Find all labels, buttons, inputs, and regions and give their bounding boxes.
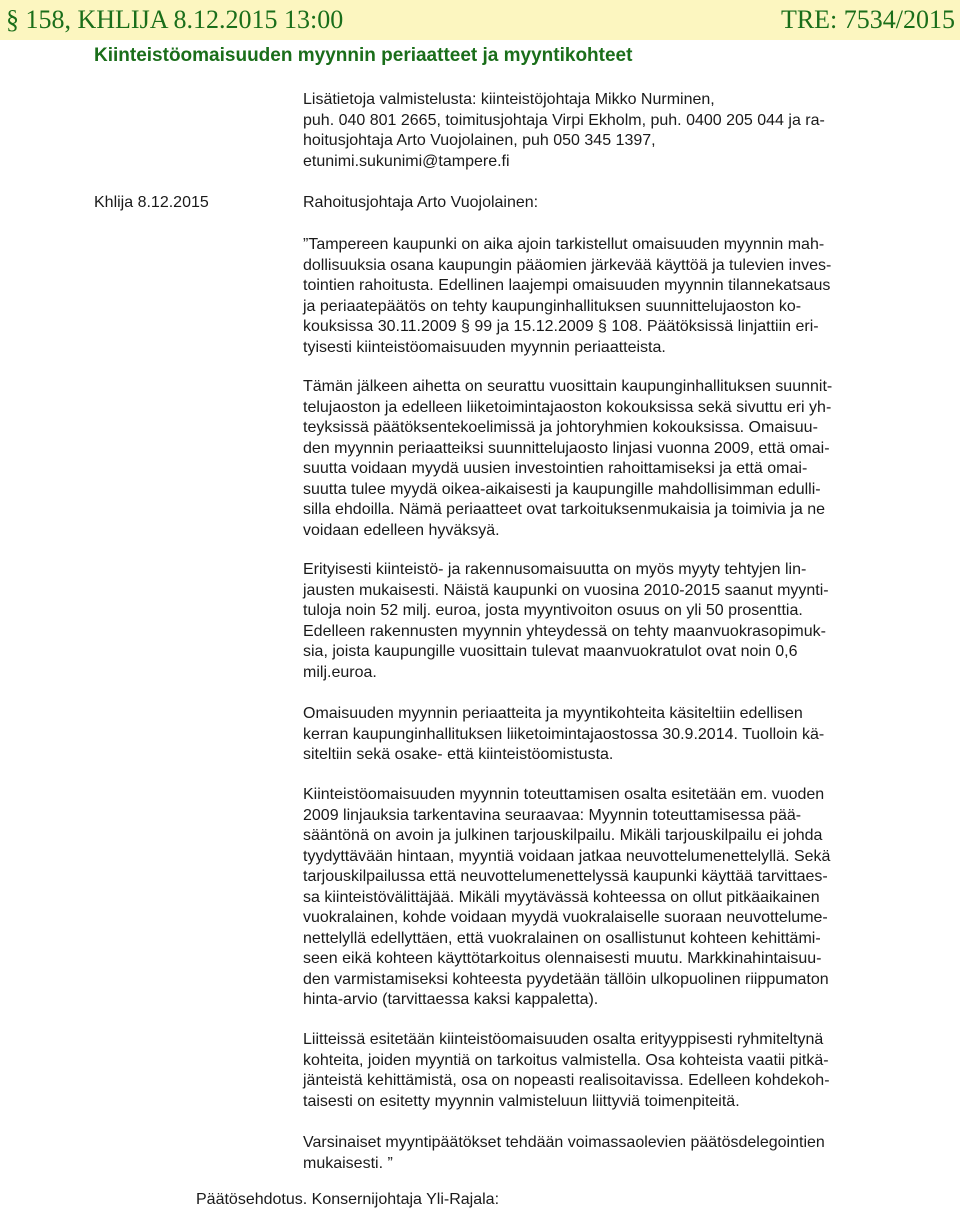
text-line: puh. 040 801 2665, toimitusjohtaja Virpi Ekholm, puh. 0400 205 044 ja ra- [303, 111, 825, 129]
text-line: den varmistamiseksi kohteesta pyydetään tällöin ulkopuolinen riippumaton [303, 970, 829, 988]
text-line: jänteistä kehittämistä, osa on nopeasti realisoitavissa. Edelleen kohdekoh- [303, 1072, 830, 1089]
text-line: teyksissä päätöksentekoelimissä ja johtoryhmien kokouksissa. Omaisuu- [303, 419, 818, 436]
text-line: tyydyttävään hintaan, myyntiä voidaan jatkaa neuvottelumenettelyllä. Sekä [303, 847, 831, 865]
text-line: telujaoston ja edelleen liiketoimintajaoston kokouksissa sekä sivuttu eri yh- [303, 398, 832, 416]
text-line: sääntönä on avoin ja julkinen tarjouskilpailu. Mikäli tarjouskilpailu ei johda [303, 827, 823, 844]
text-line: Edelleen rakennusten myynnin yhteydessä on tehty maanvuokrasopimuk- [303, 622, 826, 640]
text-line: milj.euroa. [303, 663, 377, 681]
record-number: TRE: 7534/2015 [780, 5, 955, 34]
text-line: 2009 linjauksia tarkentavina seuraavaa: Myynnin toteuttamisessa pää- [303, 806, 802, 824]
text-line: ja periaatepäätös on tehty kaupunginhallituksen suunnittelujaoston ko- [303, 297, 802, 315]
text-line: sa kiinteistövälittäjää. Mikäli myytävässä kohteessa on ollut pitkäaikainen [303, 888, 820, 906]
text-line: suutta tulee myydä oikea-aikaisesti ja kaupungille mahdollisimman edulli- [303, 480, 821, 498]
text-line: Tämän jälkeen aihetta on seurattu vuosittain kaupunginhallituksen suunnit- [303, 378, 833, 395]
text-line: siteltiin sekä osake- että kiinteistöomistusta. [303, 746, 614, 763]
text-line: tarjouskilpailussa että neuvottelumenettelyssä kaupunki käyttää tarvittaes- [303, 868, 828, 885]
text-line: seen eikä kohteen käyttötarkoitus olennaisesti muutu. Markkinahintaisuu- [303, 950, 822, 967]
text-line: jausten mukaisesti. Näistä kaupunki on vuosina 2010-2015 saanut myynti- [303, 581, 829, 599]
text-line: suutta voidaan myydä uusien investointien rahoittamiseksi ja että omai- [303, 460, 808, 477]
text-line: voidaan edelleen hyväksyä. [303, 521, 500, 539]
speaker-heading: Rahoitusjohtaja Arto Vuojolainen: [303, 194, 539, 211]
text-line: hinta-arvio (tarvittaessa kaksi kappaletta). [303, 991, 599, 1008]
text-line: kohteita, joiden myyntiä on tarkoitus valmistella. Osa kohteista vaatii pitkä- [303, 1051, 829, 1069]
text-line: Erityisesti kiinteistö- ja rakennusomaisuutta on myös myyty tehtyjen lin- [303, 561, 807, 578]
text-line: dollisuuksia osana kaupungin pääomien järkevää käyttöä ja tulevien inves- [303, 256, 832, 274]
text-line: silla ehdoilla. Nämä periaatteet ovat tarkoituksenmukaisia ja toimivia ja ne [303, 501, 826, 518]
paragraph-5 [303, 785, 830, 1011]
text-line: vuokralainen, kohde voidaan myydä vuokralaiselle suoraan neuvottelume- [303, 909, 828, 926]
text-line: kerran kaupunginhallituksen liiketoimintajaostossa 30.9.2014. Tuolloin kä- [303, 725, 825, 743]
text-line: ”Tampereen kaupunki on aika ajoin tarkistellut omaisuuden myynnin mah- [303, 236, 825, 253]
text-line: sia, joista kaupungille vuosittain tulevat maanvuokratulot ovat noin 0,6 [303, 643, 798, 660]
text-line: kouksissa 30.11.2009 § 99 ja 15.12.2009 § 108. Päätöksissä linjattiin eri- [303, 318, 819, 335]
meeting-date-label: Khlija 8.12.2015 [94, 194, 209, 211]
text-line: Lisätietoja valmistelusta: kiinteistöjohtaja Mikko Nurminen, [303, 91, 715, 108]
contact-info [303, 90, 825, 172]
text-line: nettelyllä edellyttäen, että vuokralainen on osallistunut kohteen kehittämi- [303, 929, 821, 947]
text-line: etunimi.sukunimi@tampere.fi [303, 152, 510, 170]
text-line: mukaisesti. ” [303, 1154, 393, 1172]
text-line: den myynnin periaatteiksi suunnittelujaosto linjasi vuonna 2009, että omai- [303, 439, 830, 457]
paragraph-2 [303, 377, 832, 541]
paragraph-3 [303, 560, 829, 683]
header-bar [0, 0, 960, 40]
text-line: tuloja noin 52 milj. euroa, josta myyntivoiton osuus on yli 50 prosenttia. [303, 602, 803, 619]
meeting-reference: § 158, KHLIJA 8.12.2015 13:00 [6, 5, 344, 34]
text-line: hoitusjohtaja Arto Vuojolainen, puh 050 345 1397, [303, 132, 656, 149]
decision-proposal-heading: Päätösehdotus. Konsernijohtaja Yli-Rajala: [196, 1191, 500, 1208]
paragraph-6 [303, 1030, 830, 1112]
text-line: Varsinaiset myyntipäätökset tehdään voimassaolevien päätösdelegointien [303, 1134, 825, 1151]
paragraph-4 [303, 704, 824, 766]
text-line: Liitteissä esitetään kiinteistöomaisuuden osalta erityyppisesti ryhmiteltynä [303, 1031, 824, 1048]
page-title: Kiinteistöomaisuuden myynnin periaatteet ja myyntikohteet [94, 45, 633, 66]
text-line: Kiinteistöomaisuuden myynnin toteuttamisen osalta esitetään em. vuoden [303, 786, 825, 803]
text-line: taisesti on esitetty myynnin valmisteluun liittyviä toimenpiteitä. [303, 1092, 740, 1110]
paragraph-7 [303, 1133, 825, 1174]
text-line: tyisesti kiinteistöomaisuuden myynnin periaatteista. [303, 338, 666, 356]
text-line: tointien rahoitusta. Edellinen laajempi omaisuuden myynnin tilannekatsaus [303, 277, 831, 294]
paragraph-1 [303, 235, 831, 358]
text-line: Omaisuuden myynnin periaatteita ja myyntikohteita käsiteltiin edellisen [303, 705, 803, 722]
